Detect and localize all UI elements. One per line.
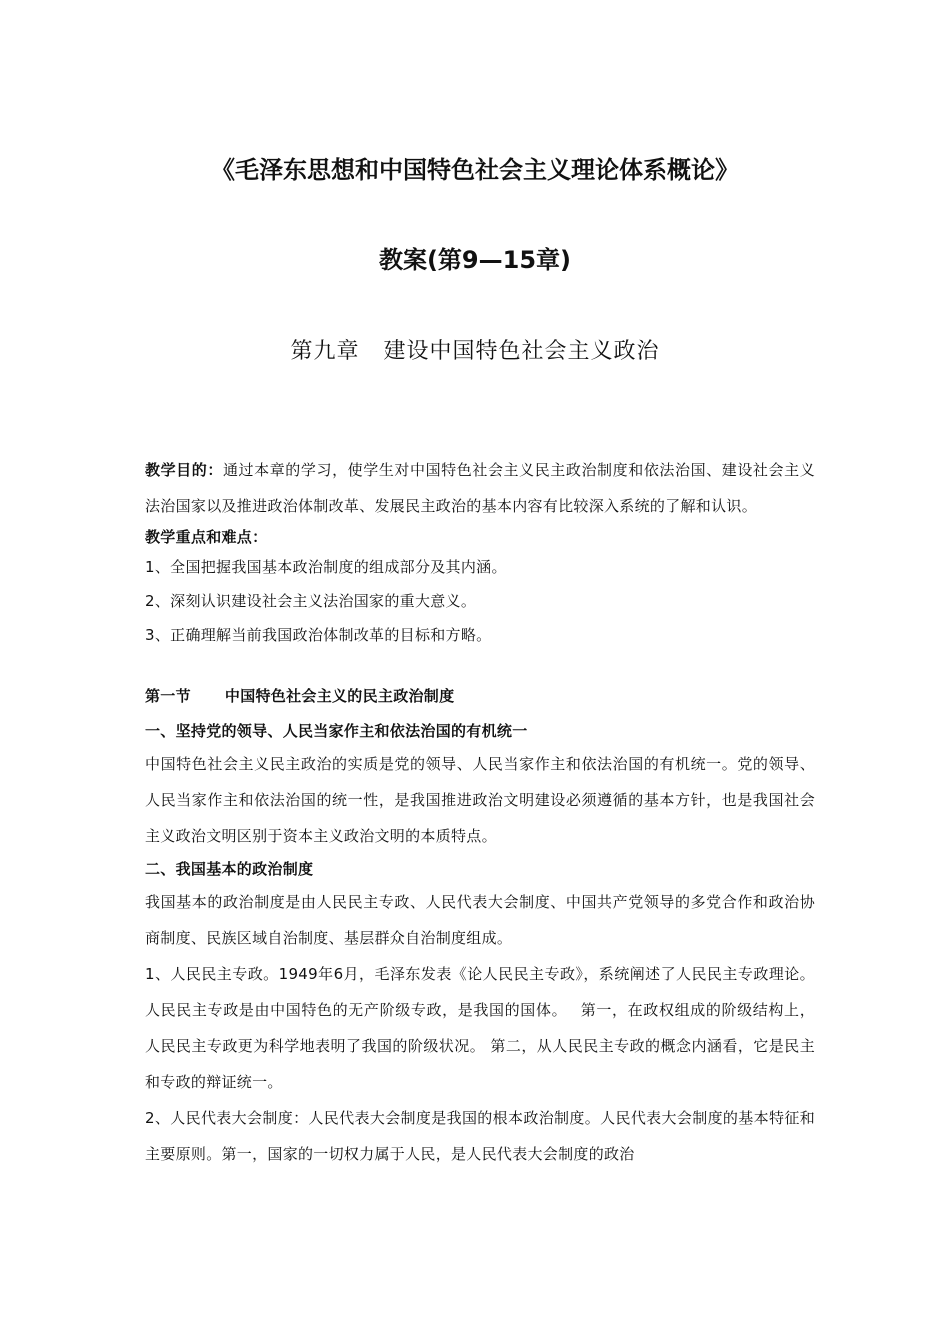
key-point-item: 3、正确理解当前我国政治体制改革的目标和方略。 <box>145 626 492 644</box>
document-body <box>145 452 815 1172</box>
chapter-title <box>0 334 950 370</box>
part1-heading: 一、坚持党的领导、人民当家作主和依法治国的有机统一 <box>145 722 528 740</box>
section-number: 第一节 <box>145 687 191 705</box>
key-points-label: 教学重点和难点： <box>145 528 268 546</box>
part2-item-peoples-congress: 2、人民代表大会制度：人民代表大会制度是我国的根本政治制度。人民代表大会制度的基本特征和主要原则。第一，国家的一切权力属于人民，是人民代表大会制度的政治 <box>145 1109 815 1163</box>
objectives-text: 通过本章的学习，使学生对中国特色社会主义民主政治制度和依法治国、建设社会主义法治国家以及推进政治体制改革、发展民主政治的基本内容有比较深入系统的了解和认识。 <box>145 461 815 515</box>
section-name: 中国特色社会主义的民主政治制度 <box>224 687 455 705</box>
objectives-label: 教学目的： <box>145 461 223 479</box>
part2-paragraph: 我国基本的政治制度是由人民民主专政、人民代表大会制度、中国共产党领导的多党合作和政治协商制度、民族区域自治制度、基层群众自治制度组成。 <box>145 893 815 947</box>
chapter-name: 建设中国特色社会主义政治 <box>383 339 660 364</box>
document-title: 《毛泽东思想和中国特色社会主义理论体系概论》 <box>211 156 739 184</box>
key-point-item: 1、全国把握我国基本政治制度的组成部分及其内涵。 <box>145 558 507 576</box>
part2-item-people-democratic-dictatorship: 1、人民民主专政。1949年6月，毛泽东发表《论人民民主专政》，系统阐述了人民民主专政理论。人民民主专政是由中国特色的无产阶级专政，是我国的国体。 第一，在政权组成的阶级结构上，人民民主专政更为科学地表明了我国的阶级状况。 第二，从人民民主专政的概念内涵看，它是民主和专政的辩证统一。 <box>145 965 815 1091</box>
section-heading <box>145 676 815 716</box>
document-subtitle: 教案(第9—15章) <box>378 246 572 274</box>
key-point-item: 2、深刻认识建设社会主义法治国家的重大意义。 <box>145 592 477 610</box>
part2-heading: 二、我国基本的政治制度 <box>145 860 314 878</box>
part1-paragraph: 中国特色社会主义民主政治的实质是党的领导、人民当家作主和依法治国的有机统一。党的领导、人民当家作主和依法治国的统一性，是我国推进政治文明建设必须遵循的基本方针，也是我国社会主义政治文明区别于资本主义政治文明的本质特点。 <box>145 755 815 845</box>
chapter-number: 第九章 <box>290 339 360 364</box>
objectives-paragraph <box>145 452 815 524</box>
spacer <box>145 652 815 676</box>
